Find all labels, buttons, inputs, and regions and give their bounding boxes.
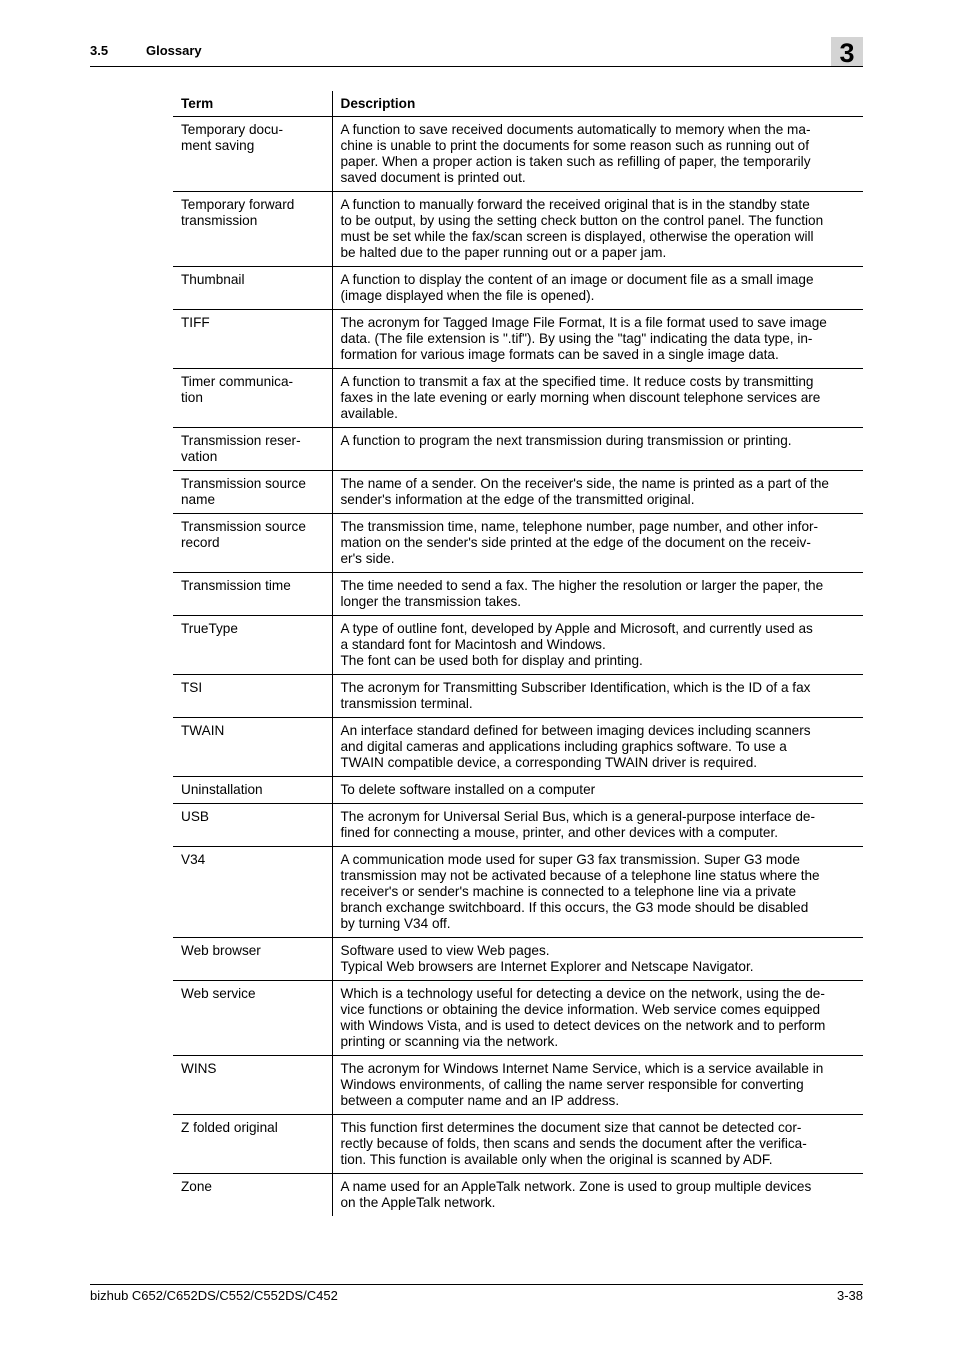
table-row bbox=[173, 777, 863, 804]
table-row bbox=[173, 981, 863, 1056]
table-row bbox=[173, 675, 863, 718]
description-column-header: Description bbox=[332, 91, 863, 117]
glossary-description: A function to save received documents automatically to memory when the ma- chine is unable to print the documents for some reason such as running out of paper. When a proper action is taken such as refilling of paper, the temporarily saved document is printed out. bbox=[332, 117, 863, 192]
table-row bbox=[173, 267, 863, 310]
glossary-term: TrueType bbox=[181, 621, 238, 636]
glossary-term: Uninstallation bbox=[181, 782, 263, 797]
glossary-term: Thumbnail bbox=[181, 272, 245, 287]
table-row bbox=[173, 1174, 863, 1217]
table-row bbox=[173, 471, 863, 514]
model-name: bizhub C652/C652DS/C552/C552DS/C452 bbox=[90, 1288, 338, 1303]
glossary-term: Transmission time bbox=[181, 578, 291, 593]
glossary-description: The time needed to send a fax. The higher the resolution or larger the paper, the longer the transmission takes. bbox=[332, 573, 863, 616]
section-number: 3.5 bbox=[90, 43, 109, 58]
glossary-term: Transmission source record bbox=[181, 519, 306, 550]
glossary-description: A function to program the next transmission during transmission or printing. bbox=[332, 428, 863, 471]
glossary-term: Zone bbox=[181, 1179, 212, 1194]
glossary-description: A function to manually forward the received original that is in the standby state to be output, by using the setting check button on the control panel. The function must be set while the fax/scan screen is displayed, otherwise the operation will be halted due to the paper running out or a paper jam. bbox=[332, 192, 863, 267]
table-row bbox=[173, 616, 863, 675]
glossary-term: Web browser bbox=[181, 943, 261, 958]
glossary-term: Timer communica- tion bbox=[181, 374, 294, 405]
glossary-term: Temporary forward transmission bbox=[181, 197, 295, 228]
table-row bbox=[173, 847, 863, 938]
glossary-description: This function first determines the document size that cannot be detected cor- rectly because of folds, then scans and sends the document after the verifica- tion. This function is available only when the original is scanned by ADF. bbox=[332, 1115, 863, 1174]
glossary-table bbox=[173, 91, 863, 1216]
glossary-term: TIFF bbox=[181, 315, 210, 330]
glossary-description: The acronym for Transmitting Subscriber Identification, which is the ID of a fax transmission terminal. bbox=[332, 675, 863, 718]
glossary-description: Which is a technology useful for detecting a device on the network, using the de- vice functions or obtaining the device information. Web service comes equipped with Windows Vista, and is used to detect devices on the network and to perform printing or scanning via the network. bbox=[332, 981, 863, 1056]
page-footer bbox=[90, 1284, 863, 1303]
glossary-description: A function to display the content of an image or document file as a small image (image displayed when the file is opened). bbox=[332, 267, 863, 310]
glossary-description: Software used to view Web pages. Typical Web browsers are Internet Explorer and Netscape Navigator. bbox=[332, 938, 863, 981]
glossary-description: A function to transmit a fax at the specified time. It reduce costs by transmitting faxes in the late evening or early morning when discount telephone services are available. bbox=[332, 369, 863, 428]
page-header bbox=[90, 34, 863, 67]
table-row bbox=[173, 1115, 863, 1174]
table-row bbox=[173, 310, 863, 369]
table-row bbox=[173, 804, 863, 847]
glossary-description: To delete software installed on a computer bbox=[332, 777, 863, 804]
table-row bbox=[173, 192, 863, 267]
glossary-term: TSI bbox=[181, 680, 203, 695]
glossary-description: A type of outline font, developed by Apple and Microsoft, and currently used as a standard font for Macintosh and Windows. The font can be used both for display and printing. bbox=[332, 616, 863, 675]
glossary-term: WINS bbox=[181, 1061, 217, 1076]
table-row bbox=[173, 428, 863, 471]
table-row bbox=[173, 369, 863, 428]
glossary-term: Transmission reser- vation bbox=[181, 433, 301, 464]
glossary-description: The acronym for Tagged Image File Format, It is a file format used to save image data. (The file extension is ".tif"). By using the "tag" indicating the data type, in- formation for various image formats can be saved in a single image data. bbox=[332, 310, 863, 369]
glossary-description: The name of a sender. On the receiver's side, the name is printed as a part of the sender's information at the edge of the transmitted original. bbox=[332, 471, 863, 514]
glossary-term: Z folded original bbox=[181, 1120, 278, 1135]
glossary-description: The transmission time, name, telephone number, page number, and other infor- mation on the sender's side printed at the edge of the document on the receiv- er's side. bbox=[332, 514, 863, 573]
glossary-term: Web service bbox=[181, 986, 256, 1001]
page-number: 3-38 bbox=[836, 1288, 863, 1303]
term-column-header: Term bbox=[181, 96, 214, 111]
glossary-term: USB bbox=[181, 809, 209, 824]
table-row bbox=[173, 718, 863, 777]
table-row bbox=[173, 938, 863, 981]
glossary-body bbox=[173, 117, 863, 1217]
table-row bbox=[173, 117, 863, 192]
glossary-description: An interface standard defined for between imaging devices including scanners and digital cameras and applications including graphics software. To use a TWAIN compatible device, a corresponding TWAIN driver is required. bbox=[332, 718, 863, 777]
glossary-description: A name used for an AppleTalk network. Zone is used to group multiple devices on the AppleTalk network. bbox=[332, 1174, 863, 1217]
glossary-term: V34 bbox=[181, 852, 206, 867]
glossary-description: A communication mode used for super G3 fax transmission. Super G3 mode transmission may not be activated because of a telephone line status where the receiver's or sender's machine is connected to a telephone line via a private branch exchange switchboard. If this occurs, the G3 mode should be disabled by turning V34 off. bbox=[332, 847, 863, 938]
glossary-term: TWAIN bbox=[181, 723, 225, 738]
table-header-row bbox=[173, 91, 863, 117]
glossary-term: Temporary docu- ment saving bbox=[181, 122, 283, 153]
glossary-description: The acronym for Universal Serial Bus, which is a general-purpose interface de- fined for connecting a mouse, printer, and other devices with a computer. bbox=[332, 804, 863, 847]
table-row bbox=[173, 514, 863, 573]
glossary-description: The acronym for Windows Internet Name Service, which is a service available in Windows environments, of calling the name server responsible for converting between a computer name and an IP address. bbox=[332, 1056, 863, 1115]
glossary-term: Transmission source name bbox=[181, 476, 306, 507]
table-row bbox=[173, 1056, 863, 1115]
table-row bbox=[173, 573, 863, 616]
chapter-badge: 3 bbox=[831, 37, 863, 66]
section-title: Glossary bbox=[146, 43, 202, 58]
